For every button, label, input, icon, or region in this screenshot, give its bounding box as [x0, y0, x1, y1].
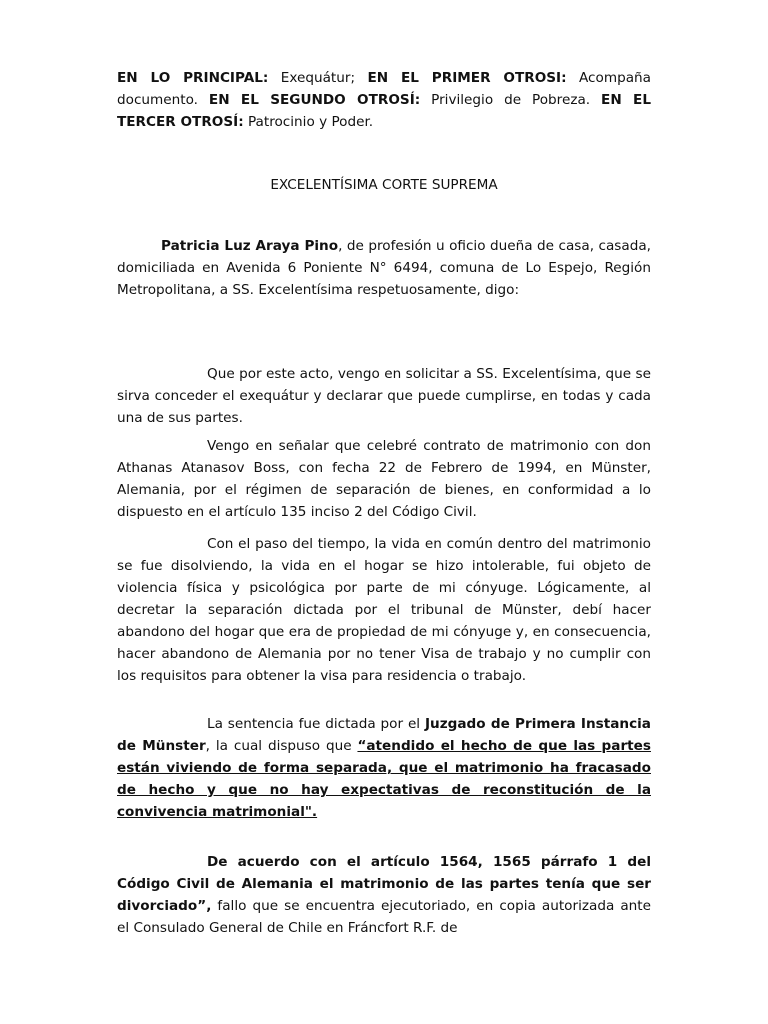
intro-paragraph — [117, 235, 651, 301]
petitioner-name: Patricia Luz Araya Pino — [161, 238, 339, 254]
sentence-quote: “atendido el hecho de que las partes están viviendo de forma separada, que el matrimonio ha fracasado de hecho y que no hay expectativas de reconstitución de la convivencia matrimonial". — [117, 738, 651, 820]
separation-paragraph: Con el paso del tiempo, la vida en común dentro del matrimonio se fue disolviendo, la vida en el hogar se hizo intolerable, fui objeto de violencia física y psicológica por parte de mi cónyuge. Lógicamente, al decretar la separación dictada por el tribunal de Münster, debí hacer abandono del hogar que era de propiedad de mi cónyuge y, en consecuencia, hacer abandono de Alemania por no tener Visa de trabajo y no cumplir con los requisitos para obtener la visa para residencia o trabajo. — [117, 536, 651, 684]
tercer-otrosi-label: EN EL TERCER OTROSÍ: — [117, 92, 652, 130]
sentence-intro: La sentencia fue dictada por el — [207, 716, 425, 732]
principal-label: EN LO PRINCIPAL: — [117, 70, 269, 86]
marriage-paragraph: Vengo en señalar que celebré contrato de matrimonio con don Athanas Atanasov Boss, con fecha 22 de Febrero de 1994, en Münster, Alemania, por el régimen de separación de bienes, en conformidad a lo dispuesto en el artículo 135 inciso 2 del Código Civil. — [117, 438, 651, 520]
sentence-paragraph — [117, 713, 651, 823]
intro-text: , de profesión u oficio dueña de casa, casada, domiciliada en Avenida 6 Poniente N° 6494, comuna de Lo Espejo, Región Metropolitana, a SS. Excelentísima respetuosamente, digo: — [117, 238, 651, 298]
article-bold: De acuerdo con el artículo 1564, 1565 párrafo 1 del Código Civil de Alemania el matrimonio de las partes tenía que ser divorciado”, — [117, 854, 651, 914]
court-title: EXCELENTÍSIMA CORTE SUPREMA — [270, 177, 498, 193]
sumilla-header — [117, 67, 651, 133]
court-name: Juzgado de Primera Instancia de Münster — [117, 716, 651, 754]
tercer-otrosi-text: Patrocinio y Poder. — [243, 114, 374, 130]
article-paragraph — [117, 851, 651, 939]
segundo-otrosi-text: Privilegio de Pobreza. — [420, 92, 602, 108]
request-paragraph: Que por este acto, vengo en solicitar a SS. Excelentísima, que se sirva conceder el exequátur y declarar que puede cumplirse, en todas y cada una de sus partes. — [117, 366, 651, 426]
article-text: fallo que se encuentra ejecutoriado, en copia autorizada ante el Consulado General de Chile en Fráncfort R.F. de — [117, 898, 651, 936]
primer-otrosi-text: Acompaña documento. — [117, 70, 651, 108]
principal-text: Exequátur; — [268, 70, 368, 86]
primer-otrosi-label: EN EL PRIMER OTROSI: — [367, 70, 567, 86]
segundo-otrosi-label: EN EL SEGUNDO OTROSÍ: — [208, 92, 421, 108]
sentence-mid: , la cual dispuso que — [205, 738, 358, 754]
